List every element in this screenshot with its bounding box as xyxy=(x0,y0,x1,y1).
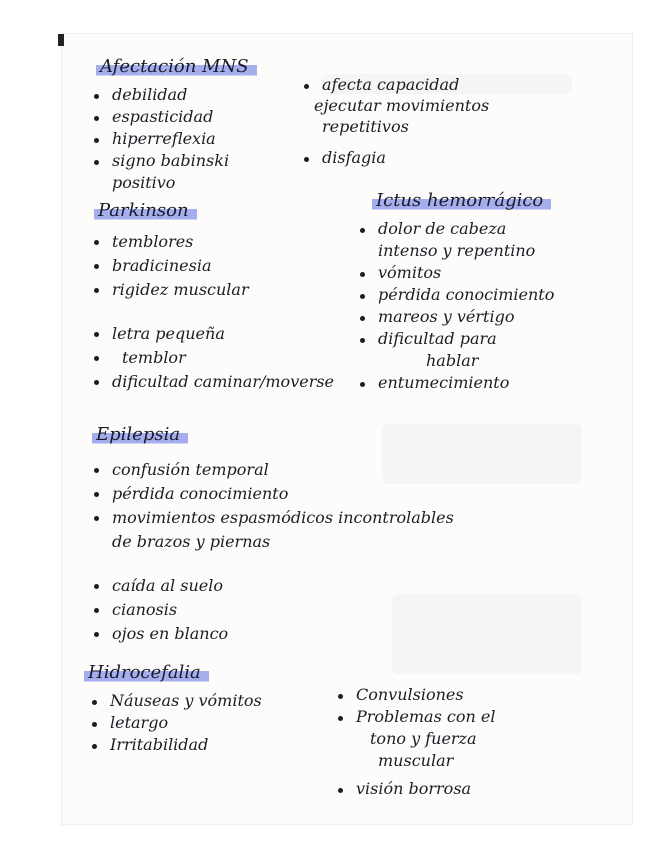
list-item: debilidad xyxy=(90,84,229,106)
bullet-dot xyxy=(94,632,99,637)
bullet-dot xyxy=(92,700,97,705)
list-item: ojos en blanco xyxy=(90,622,454,646)
list-afectacion-right xyxy=(300,74,489,168)
bullet-dot xyxy=(304,84,309,89)
bullet-dot xyxy=(94,332,99,337)
list-item-continuation: muscular xyxy=(378,751,454,770)
list-item: pérdida conocimiento xyxy=(90,482,454,506)
bullet-dot xyxy=(94,584,99,589)
list-item: Problemas con el xyxy=(334,706,495,728)
bullet-dot xyxy=(360,272,365,277)
list-hidrocefalia-right xyxy=(334,684,495,800)
list-item-continuation: tono y fuerza xyxy=(370,729,477,748)
list-item: visión borrosa xyxy=(334,778,495,800)
bullet-dot xyxy=(360,316,365,321)
list-item-continuation: de brazos y piernas xyxy=(112,532,271,551)
list-item: temblor xyxy=(90,346,334,370)
heading-hidrocefalia: Hidrocefalia xyxy=(84,662,209,683)
page-edge-mark xyxy=(58,34,64,46)
bullet-dot xyxy=(94,356,99,361)
list-item: bradicinesia xyxy=(90,254,334,278)
heading-parkinson: Parkinson xyxy=(94,200,197,221)
list-ictus xyxy=(356,218,554,394)
heading-afectacion-mns: Afectación MNS xyxy=(96,56,257,77)
list-item: letra pequeña xyxy=(90,322,334,346)
bullet-dot xyxy=(360,294,365,299)
bullet-dot xyxy=(94,264,99,269)
list-parkinson xyxy=(90,230,334,394)
bullet-dot xyxy=(338,716,343,721)
list-item: caída al suelo xyxy=(90,574,454,598)
list-item-continuation: positivo xyxy=(112,173,176,192)
bullet-dot xyxy=(94,516,99,521)
list-item: dolor de cabeza xyxy=(356,218,554,240)
list-item-continuation: intenso y repentino xyxy=(378,241,536,260)
list-item: rigidez muscular xyxy=(90,278,334,302)
list-item: cianosis xyxy=(90,598,454,622)
bullet-dot xyxy=(338,694,343,699)
list-item: confusión temporal xyxy=(90,458,454,482)
list-item: disfagia xyxy=(300,147,489,168)
list-item: signo babinski xyxy=(90,150,229,172)
list-item: afecta capacidad xyxy=(300,74,489,95)
list-item: dificultad caminar/moverse xyxy=(90,370,334,394)
bullet-dot xyxy=(94,608,99,613)
list-item: Náuseas y vómitos xyxy=(88,690,262,712)
list-item: vómitos xyxy=(356,262,554,284)
bullet-dot xyxy=(94,380,99,385)
list-item: espasticidad xyxy=(90,106,229,128)
list-epilepsia xyxy=(90,458,454,646)
list-item: Convulsiones xyxy=(334,684,495,706)
bullet-dot xyxy=(94,138,99,143)
list-item: letargo xyxy=(88,712,262,734)
list-item: temblores xyxy=(90,230,334,254)
list-afectacion-left xyxy=(90,84,229,194)
bullet-dot xyxy=(92,722,97,727)
list-hidrocefalia-left xyxy=(88,690,262,756)
bullet-dot xyxy=(360,228,365,233)
list-item: hiperreflexia xyxy=(90,128,229,150)
bullet-dot xyxy=(360,382,365,387)
bullet-dot xyxy=(94,492,99,497)
bullet-dot xyxy=(94,116,99,121)
bullet-dot xyxy=(94,94,99,99)
list-item: movimientos espasmódicos incontrolables xyxy=(90,506,454,530)
list-item: pérdida conocimiento xyxy=(356,284,554,306)
list-item: dificultad para xyxy=(356,328,554,350)
bullet-dot xyxy=(360,338,365,343)
heading-ictus-hemorragico: Ictus hemorrágico xyxy=(372,190,551,211)
list-item: mareos y vértigo xyxy=(356,306,554,328)
list-item-continuation: hablar xyxy=(426,351,479,370)
bullet-dot xyxy=(94,160,99,165)
bullet-dot xyxy=(94,468,99,473)
bullet-dot xyxy=(304,157,309,162)
list-item-continuation: repetitivos xyxy=(322,117,409,136)
list-item: entumecimiento xyxy=(356,372,554,394)
list-item: Irritabilidad xyxy=(88,734,262,756)
bullet-dot xyxy=(92,744,97,749)
heading-epilepsia: Epilepsia xyxy=(92,424,188,445)
list-item-continuation: ejecutar movimientos xyxy=(314,96,490,115)
bullet-dot xyxy=(338,788,343,793)
bullet-dot xyxy=(94,240,99,245)
bullet-dot xyxy=(94,288,99,293)
